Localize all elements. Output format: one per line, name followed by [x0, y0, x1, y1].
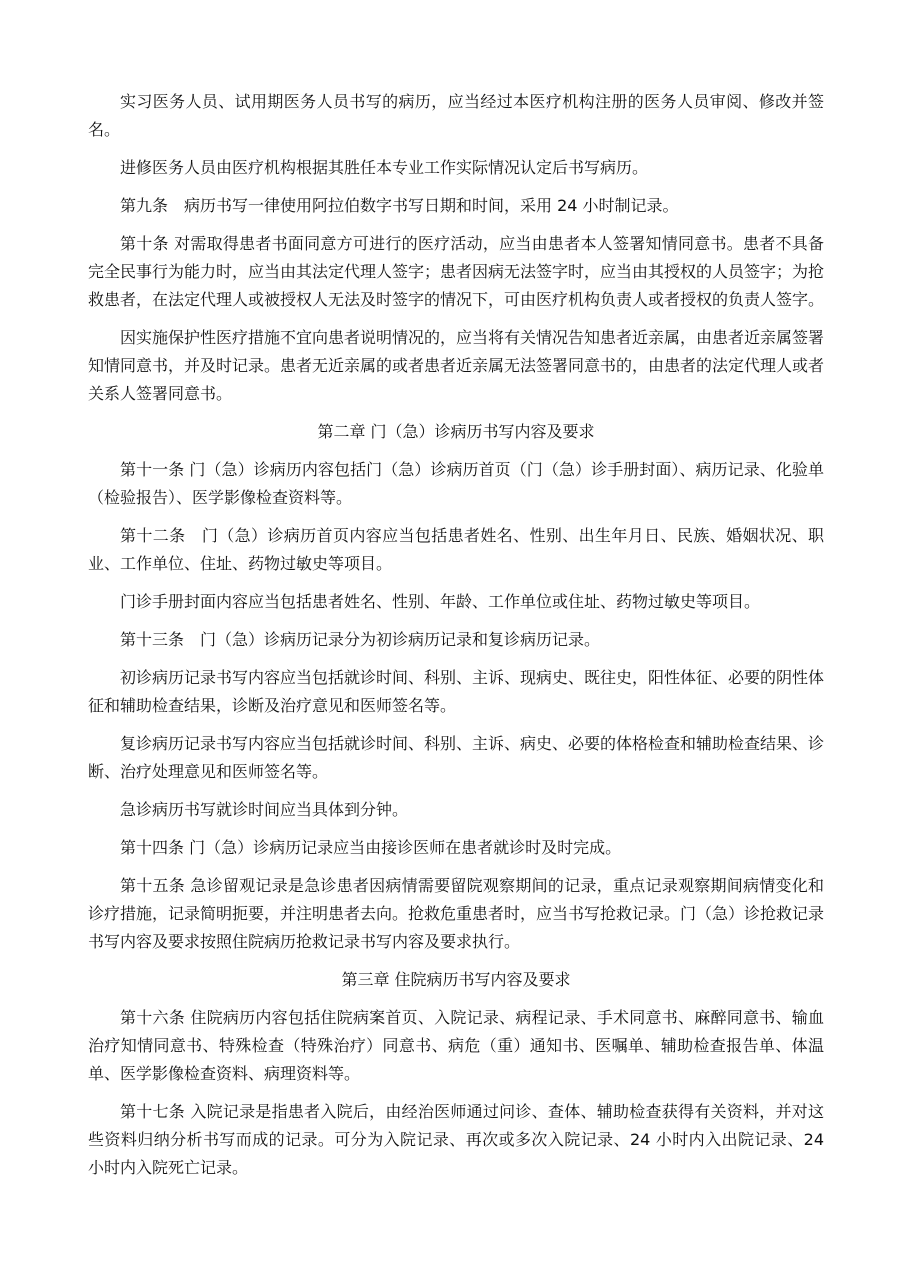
- paragraph-protective-measures: 因实施保护性医疗措施不宜向患者说明情况的，应当将有关情况告知患者近亲属，由患者近亲属签署知情同意书，并及时记录。患者无近亲属的或者患者近亲属无法签署同意书的，由患者的法定代理人或者关系人签署同意书。: [88, 328, 825, 403]
- paragraph-follow-up-visit: 复诊病历记录书写内容应当包括就诊时间、科别、主诉、病史、必要的体格检查和辅助检查结果、诊断、治疗处理意见和医师签名等。: [88, 734, 825, 781]
- chapter-2-heading: 第二章 门（急）诊病历书写内容及要求: [317, 422, 595, 441]
- article-11: 第十一条 门（急）诊病历内容包括门（急）诊病历首页（门（急）诊手册封面）、病历记录、化验单（检验报告）、医学影像检查资料等。: [88, 460, 824, 507]
- article-13: 第十三条 门（急）诊病历记录分为初诊病历记录和复诊病历记录。: [120, 630, 601, 649]
- document-page: [88, 88, 824, 1192]
- paragraph-emergency-time: 急诊病历书写就诊时间应当具体到分钟。: [120, 800, 409, 819]
- article-17: 第十七条 入院记录是指患者入院后，由经治医师通过问诊、查体、辅助检查获得有关资料，并对这些资料归纳分析书写而成的记录。可分为入院记录、再次或多次入院记录、24 小时内入出院记录、24 小时内入院死亡记录。: [88, 1102, 824, 1177]
- paragraph-initial-visit: 初诊病历记录书写内容应当包括就诊时间、科别、主诉、现病史、既往史，阳性体征、必要的阴性体征和辅助检查结果，诊断及治疗意见和医师签名等。: [88, 668, 825, 715]
- chapter-3-heading: 第三章 住院病历书写内容及要求: [341, 970, 571, 989]
- paragraph-clinic-booklet-cover: 门诊手册封面内容应当包括患者姓名、性别、年龄、工作单位或住址、药物过敏史等项目。: [120, 592, 761, 611]
- article-15: 第十五条 急诊留观记录是急诊患者因病情需要留院观察期间的记录，重点记录观察期间病情变化和诊疗措施，记录简明扼要，并注明患者去向。抢救危重患者时，应当书写抢救记录。门（急）诊抢救记录书写内容及要求按照住院病历抢救记录书写内容及要求执行。: [88, 876, 825, 951]
- article-10: 第十条 对需取得患者书面同意方可进行的医疗活动，应当由患者本人签署知情同意书。患者不具备完全民事行为能力时，应当由其法定代理人签字；患者因病无法签字时，应当由其授权的人员签字；为抢救患者，在法定代理人或被授权人无法及时签字的情况下，可由医疗机构负责人或者授权的负责人签字。: [88, 234, 825, 309]
- article-12: 第十二条 门（急）诊病历首页内容应当包括患者姓名、性别、出生年月日、民族、婚姻状况、职业、工作单位、住址、药物过敏史等项目。: [88, 526, 824, 573]
- paragraph-trainee-records: 进修医务人员由医疗机构根据其胜任本专业工作实际情况认定后书写病历。: [120, 158, 649, 177]
- article-16: 第十六条 住院病历内容包括住院病案首页、入院记录、病程记录、手术同意书、麻醉同意书、输血治疗知情同意书、特殊检查（特殊治疗）同意书、病危（重）通知书、医嘱单、辅助检查报告单、体温单、医学影像检查资料、病理资料等。: [88, 1008, 824, 1083]
- article-14: 第十四条 门（急）诊病历记录应当由接诊医师在患者就诊时及时完成。: [120, 838, 622, 857]
- article-9: 第九条 病历书写一律使用阿拉伯数字书写日期和时间，采用 24 小时制记录。: [120, 196, 679, 215]
- paragraph-intern-records: 实习医务人员、试用期医务人员书写的病历，应当经过本医疗机构注册的医务人员审阅、修改并签名。: [88, 92, 824, 139]
